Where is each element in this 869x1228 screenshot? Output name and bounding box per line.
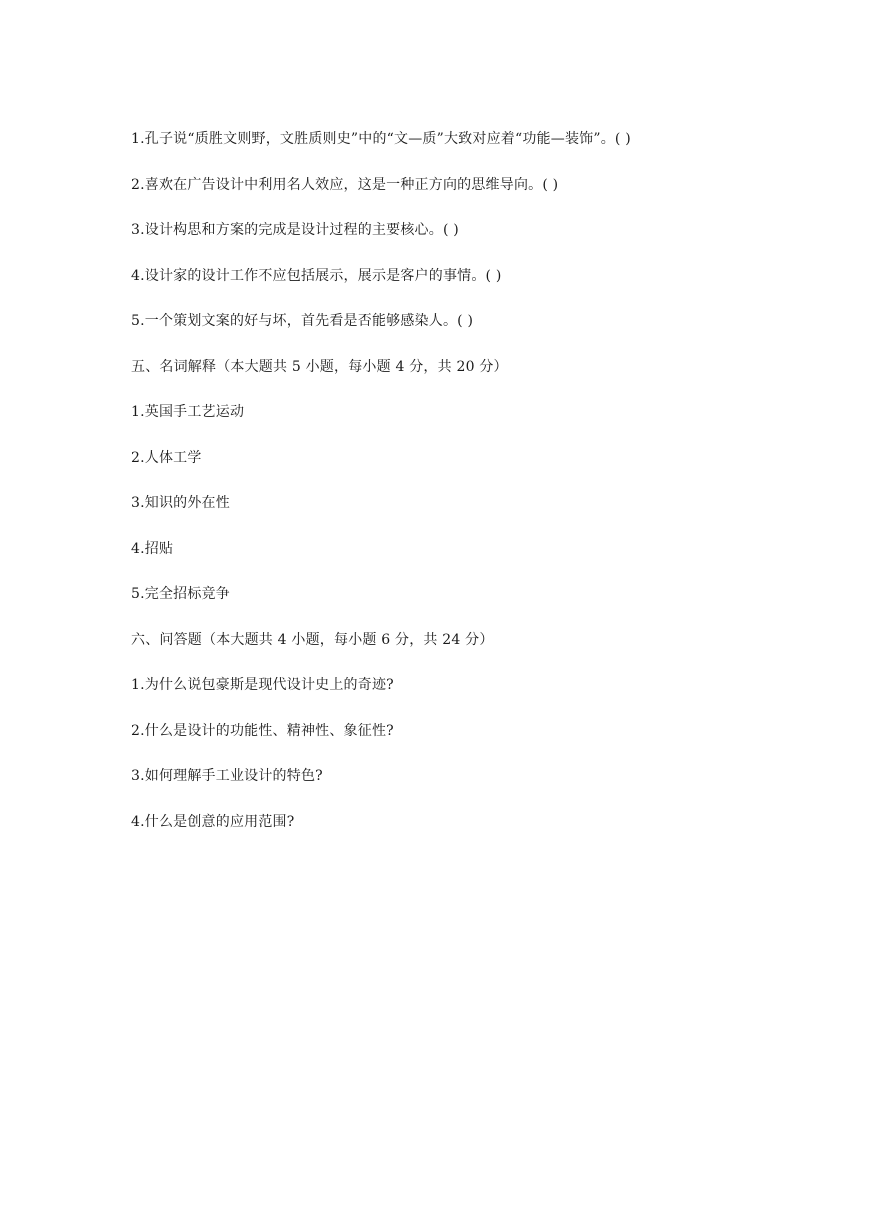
term-item-4: 4.招贴 — [131, 541, 174, 557]
judgment-item-3: 3.设计构思和方案的完成是设计过程的主要核心。( ) — [131, 222, 459, 238]
judgment-item-2: 2.喜欢在广告设计中利用名人效应，这是一种正方向的思维导向。( ) — [131, 177, 559, 193]
term-item-5: 5.完全招标竞争 — [131, 586, 230, 602]
judgment-item-4: 4.设计家的设计工作不应包括展示，展示是客户的事情。( ) — [131, 268, 502, 284]
section-heading-terms: 五、名词解释（本大题共 5 小题，每小题 4 分，共 20 分） — [131, 359, 508, 375]
judgment-item-1: 1.孔子说“质胜文则野，文胜质则史”中的“文—质”大致对应着“功能—装饰”。( ) — [131, 131, 631, 147]
question-item-4: 4.什么是创意的应用范围? — [131, 814, 295, 830]
section-heading-questions: 六、问答题（本大题共 4 小题，每小题 6 分，共 24 分） — [131, 632, 494, 648]
term-item-1: 1.英国手工艺运动 — [131, 404, 245, 420]
term-item-3: 3.知识的外在性 — [131, 495, 230, 511]
judgment-item-5: 5.一个策划文案的好与坏，首先看是否能够感染人。( ) — [131, 313, 474, 329]
question-item-1: 1.为什么说包豪斯是现代设计史上的奇迹? — [131, 677, 394, 693]
term-item-2: 2.人体工学 — [131, 450, 202, 466]
question-item-3: 3.如何理解手工业设计的特色? — [131, 768, 323, 784]
question-item-2: 2.什么是设计的功能性、精神性、象征性? — [131, 723, 394, 739]
